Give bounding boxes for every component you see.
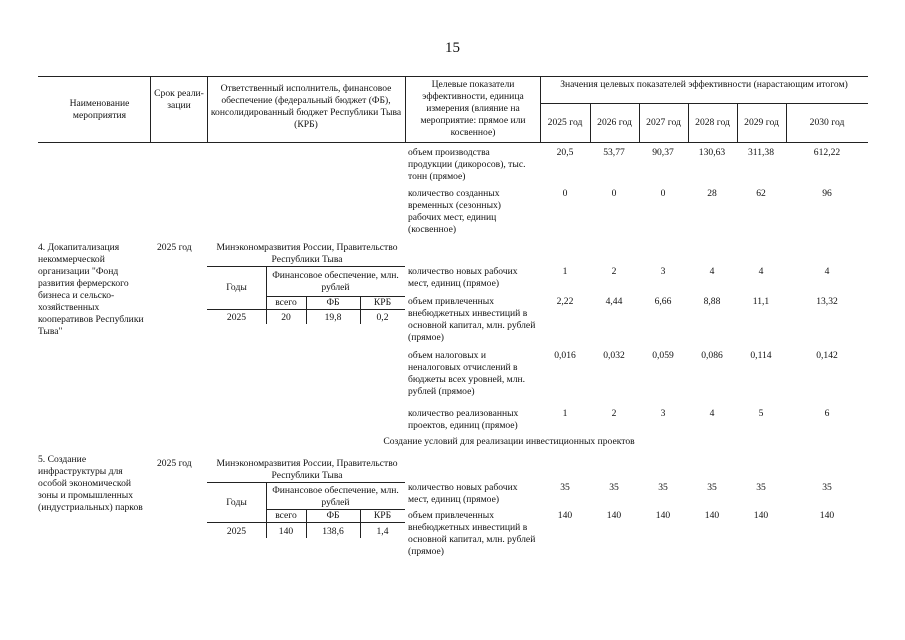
value-cell: 3 <box>660 266 666 277</box>
header-top-line <box>38 76 868 77</box>
value-cell: 0,114 <box>750 350 772 361</box>
value-cell: 4 <box>824 266 830 277</box>
fin5-header: Финансовое обеспечение, млн. рублей <box>272 485 399 508</box>
fin4-top-line <box>207 266 405 267</box>
value-cell: 35 <box>756 482 766 493</box>
header-vline-2 <box>207 76 208 142</box>
value-cell: 0,142 <box>816 350 838 361</box>
indicator-text: объем привлеченных внебюджетных инвестиций в основной капитал, млн. рублей (прямое) <box>408 296 536 343</box>
header-vline-3 <box>405 76 406 142</box>
value-cell: 0 <box>660 188 666 199</box>
header-year-2028: 2028 год <box>695 117 730 128</box>
section-title: Создание условий для реализации инвестиционных проектов <box>383 436 635 447</box>
value-cell: 2 <box>611 266 617 277</box>
header-term: Срок реали-зации <box>154 88 204 111</box>
value-cell: 13,32 <box>816 296 838 307</box>
value-cell: 140 <box>819 510 835 521</box>
fin4-year: 2025 <box>226 312 247 323</box>
header-bottom-line <box>38 142 868 143</box>
value-cell: 35 <box>658 482 668 493</box>
fin4-krb: 0,2 <box>376 312 389 323</box>
value-cell: 2 <box>611 408 617 419</box>
fin4-fb-label: ФБ <box>326 297 340 308</box>
header-vline-1 <box>150 76 151 142</box>
header-vline-4 <box>540 76 541 142</box>
fin5-top-line <box>207 482 405 483</box>
fin5-total: 140 <box>278 526 294 537</box>
fin5-total-label: всего <box>275 510 297 521</box>
value-cell: 1 <box>562 408 568 419</box>
header-values: Значения целевых показателей эффективности (нарастающим итогом) <box>560 79 848 90</box>
fin5-fb: 138,6 <box>322 526 344 537</box>
value-cell: 311,38 <box>747 147 775 158</box>
value-cell: 62 <box>756 188 766 199</box>
value-cell: 5 <box>758 408 764 419</box>
header-year-2025: 2025 год <box>547 117 583 128</box>
header-year-2026: 2026 год <box>597 117 632 128</box>
value-cell: 1 <box>562 266 568 277</box>
value-cell: 4,44 <box>605 296 623 307</box>
measure-4-name: 4. Докапитализация некоммерческой организации "Фонд развития фермерского бизнеса и сельско-хозяйственных кооперативов Республики Тыва" <box>38 242 144 337</box>
value-cell: 4 <box>709 266 715 277</box>
measure-5-executor: Минэкономразвития России, Правительство Республики Тыва <box>216 458 398 481</box>
value-cell: 53,77 <box>603 147 625 158</box>
indicator-text: количество реализованных проектов, единиц (прямое) <box>408 408 519 431</box>
fin5-krb: 1,4 <box>376 526 389 537</box>
value-cell: 4 <box>758 266 764 277</box>
value-cell: 0,016 <box>554 350 576 361</box>
value-cell: 130,63 <box>698 147 726 158</box>
fin4-years-label: Годы <box>226 282 247 293</box>
value-cell: 4 <box>709 408 715 419</box>
value-cell: 35 <box>707 482 717 493</box>
value-cell: 90,37 <box>652 147 674 158</box>
indicator-text: объем производства продукции (дикоросов), тыс. тонн (прямое) <box>408 147 526 182</box>
value-cell: 20,5 <box>556 147 574 158</box>
value-cell: 0,086 <box>701 350 723 361</box>
value-cell: 35 <box>822 482 832 493</box>
value-cell: 140 <box>704 510 720 521</box>
value-cell: 11,1 <box>752 296 770 307</box>
fin4-krb-label: КРБ <box>373 297 392 308</box>
value-cell: 6 <box>824 408 830 419</box>
fin4-header: Финансовое обеспечение, млн. рублей <box>272 270 399 293</box>
header-year-2029: 2029 год <box>744 117 779 128</box>
fin5-krb-label: КРБ <box>373 510 392 521</box>
value-cell: 28 <box>707 188 717 199</box>
indicator-text: объем привлеченных внебюджетных инвестиций в основной капитал, млн. рублей (прямое) <box>408 510 536 557</box>
header-name: Наименование мероприятия <box>69 98 130 121</box>
measure-4-executor: Минэкономразвития России, Правительство Республики Тыва <box>216 242 398 265</box>
indicator-text: количество созданных временных (сезонных) рабочих мест, единиц (косвенное) <box>408 188 502 235</box>
value-cell: 6,66 <box>654 296 672 307</box>
value-cell: 35 <box>609 482 619 493</box>
value-cell: 0,059 <box>652 350 674 361</box>
value-cell: 2,22 <box>556 296 574 307</box>
fin4-fb: 19,8 <box>324 312 342 323</box>
value-cell: 140 <box>606 510 622 521</box>
measure-5-term: 2025 год <box>157 458 192 469</box>
header-indicators: Целевые показатели эффективности, единица измерения (влияние на мероприятие: прямое или косвенное) <box>420 79 526 138</box>
page-number: 15 <box>445 40 460 56</box>
fin4-total-label: всего <box>275 297 297 308</box>
fin5-year: 2025 <box>226 526 247 537</box>
value-cell: 35 <box>560 482 570 493</box>
fin4-total: 20 <box>281 312 291 323</box>
value-cell: 0 <box>611 188 617 199</box>
header-executor: Ответственный исполнитель, финансовое обеспечение (федеральный бюджет (ФБ), консолидированный бюджет Республики Тыва (КРБ) <box>210 83 402 130</box>
measure-5-name: 5. Создание инфраструктуры для особой экономической зоны и промышленных (индустриальных) парков <box>38 454 143 513</box>
value-cell: 612,22 <box>813 147 841 158</box>
measure-4-term: 2025 год <box>157 242 192 253</box>
indicator-text: количество новых рабочих мест, единиц (прямое) <box>408 266 518 289</box>
value-cell: 140 <box>655 510 671 521</box>
value-cell: 0 <box>562 188 568 199</box>
value-cell: 8,88 <box>703 296 721 307</box>
indicator-text: количество новых рабочих мест, единиц (прямое) <box>408 482 518 505</box>
value-cell: 0,032 <box>603 350 625 361</box>
value-cell: 140 <box>753 510 769 521</box>
value-cell: 140 <box>557 510 573 521</box>
header-year-2027: 2027 год <box>646 117 681 128</box>
indicator-text: объем налоговых и неналоговых отчислений в бюджеты всех уровней, млн. рублей (прямое) <box>408 350 526 397</box>
fin5-years-label: Годы <box>226 497 247 508</box>
value-cell: 96 <box>822 188 832 199</box>
header-year-2030: 2030 год <box>809 117 845 128</box>
fin5-fb-label: ФБ <box>326 510 340 521</box>
value-cell: 3 <box>660 408 666 419</box>
